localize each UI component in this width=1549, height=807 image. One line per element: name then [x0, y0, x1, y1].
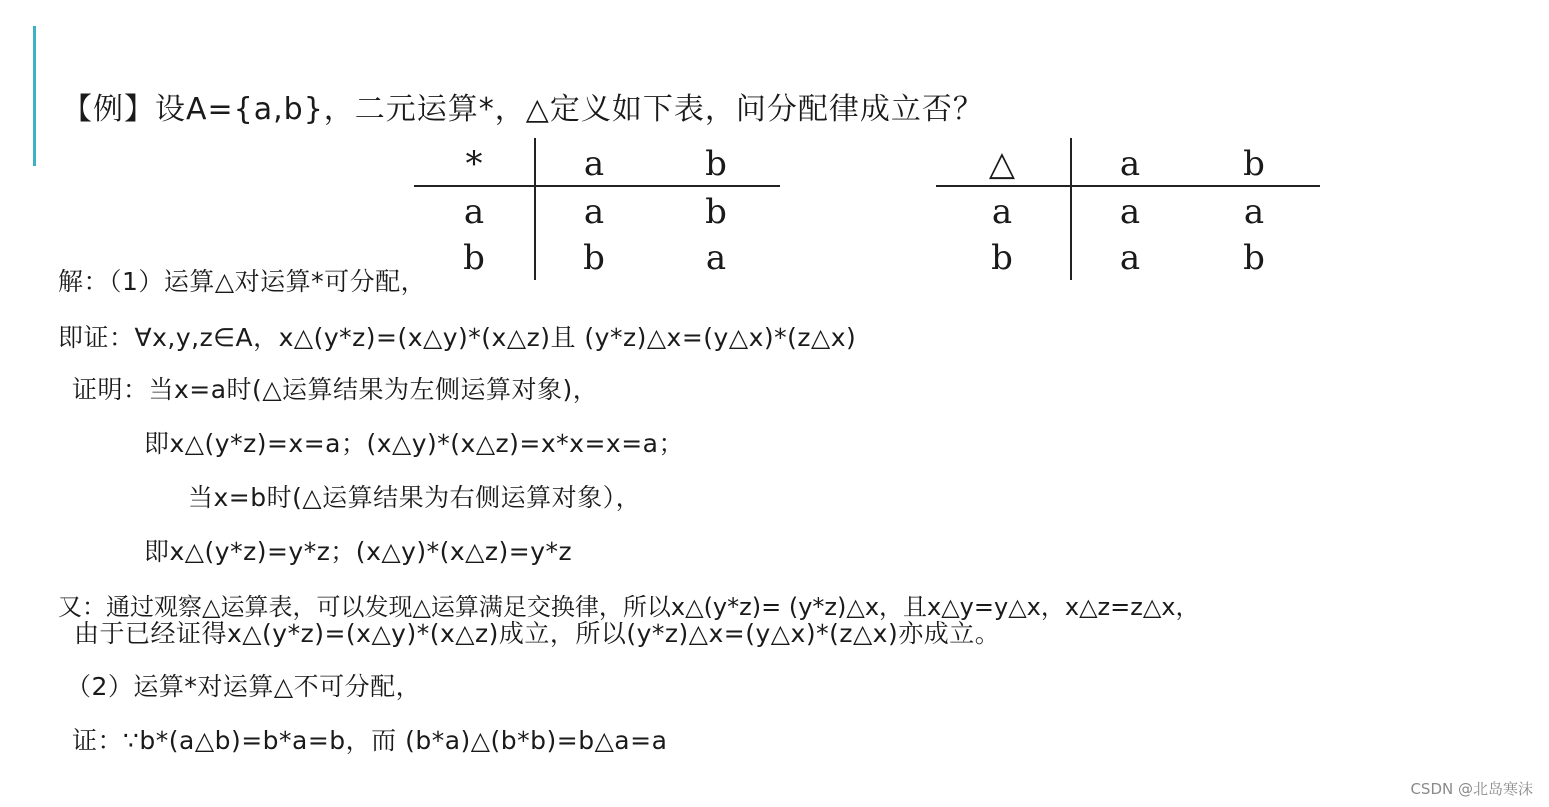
solution-line: 即证：∀x,y,z∈A，x△(y*z)=(x△y)*(x△z)且 (y*z)△x=(y△x)*(z△x) [58, 323, 857, 352]
tri-table-row-header: b [991, 238, 1013, 278]
example-title: 【例】设A={a,b}，二元运算*，△定义如下表，问分配律成立否？ [62, 92, 984, 127]
tri-table-cell: a [1243, 192, 1265, 232]
star-table-op: * [465, 144, 483, 184]
star-table-col-header: b [705, 144, 727, 184]
tri-table-col-header: b [1243, 144, 1265, 184]
tri-table-cell: a [1119, 192, 1141, 232]
star-table-cell: b [583, 238, 605, 278]
csdn-watermark: CSDN @北岛寒沫 [1410, 780, 1533, 798]
table-header-rule [414, 185, 780, 187]
triangle-operation-table [936, 138, 1320, 280]
solution-line: （2）运算*对运算△不可分配， [66, 672, 422, 701]
solution-line: 证：∵b*(a△b)=b*a=b，而 (b*a)△(b*b)=b△a=a [72, 726, 668, 755]
solution-line: 由于已经证得x△(y*z)=(x△y)*(x△z)成立，所以(y*z)△x=(y△x)*(z△x)亦成立。 [74, 619, 1001, 648]
solution-line: 即x△(y*z)=y*z；(x△y)*(x△z)=y*z [144, 537, 573, 566]
table-header-rule [936, 185, 1320, 187]
table-column-rule [534, 138, 536, 280]
solution-line: 证明：当x=a时(△运算结果为左侧运算对象)， [72, 375, 599, 404]
star-table-row-header: a [463, 192, 485, 232]
tri-table-op: △ [988, 144, 1016, 184]
solution-line: 即x△(y*z)=x=a；(x△y)*(x△z)=x*x=x=a； [144, 429, 684, 458]
star-table-col-header: a [583, 144, 605, 184]
tri-table-cell: b [1243, 238, 1265, 278]
star-table-row-header: b [463, 238, 485, 278]
star-table-cell: a [705, 238, 727, 278]
solution-line: 解：（1）运算△对运算*可分配， [58, 267, 427, 296]
star-table-cell: b [705, 192, 727, 232]
table-column-rule [1070, 138, 1072, 280]
tri-table-row-header: a [991, 192, 1013, 232]
star-operation-table [414, 138, 780, 280]
solution-line: 又：通过观察△运算表，可以发现△运算满足交换律，所以x△(y*z)= (y*z)△x，且x△y=y△x，x△z=z△x， [58, 593, 1200, 621]
tri-table-col-header: a [1119, 144, 1141, 184]
star-table-cell: a [583, 192, 605, 232]
tri-table-cell: a [1119, 238, 1141, 278]
solution-line: 当x=b时(△运算结果为右侧运算对象）， [188, 483, 642, 512]
accent-bar [33, 26, 36, 166]
